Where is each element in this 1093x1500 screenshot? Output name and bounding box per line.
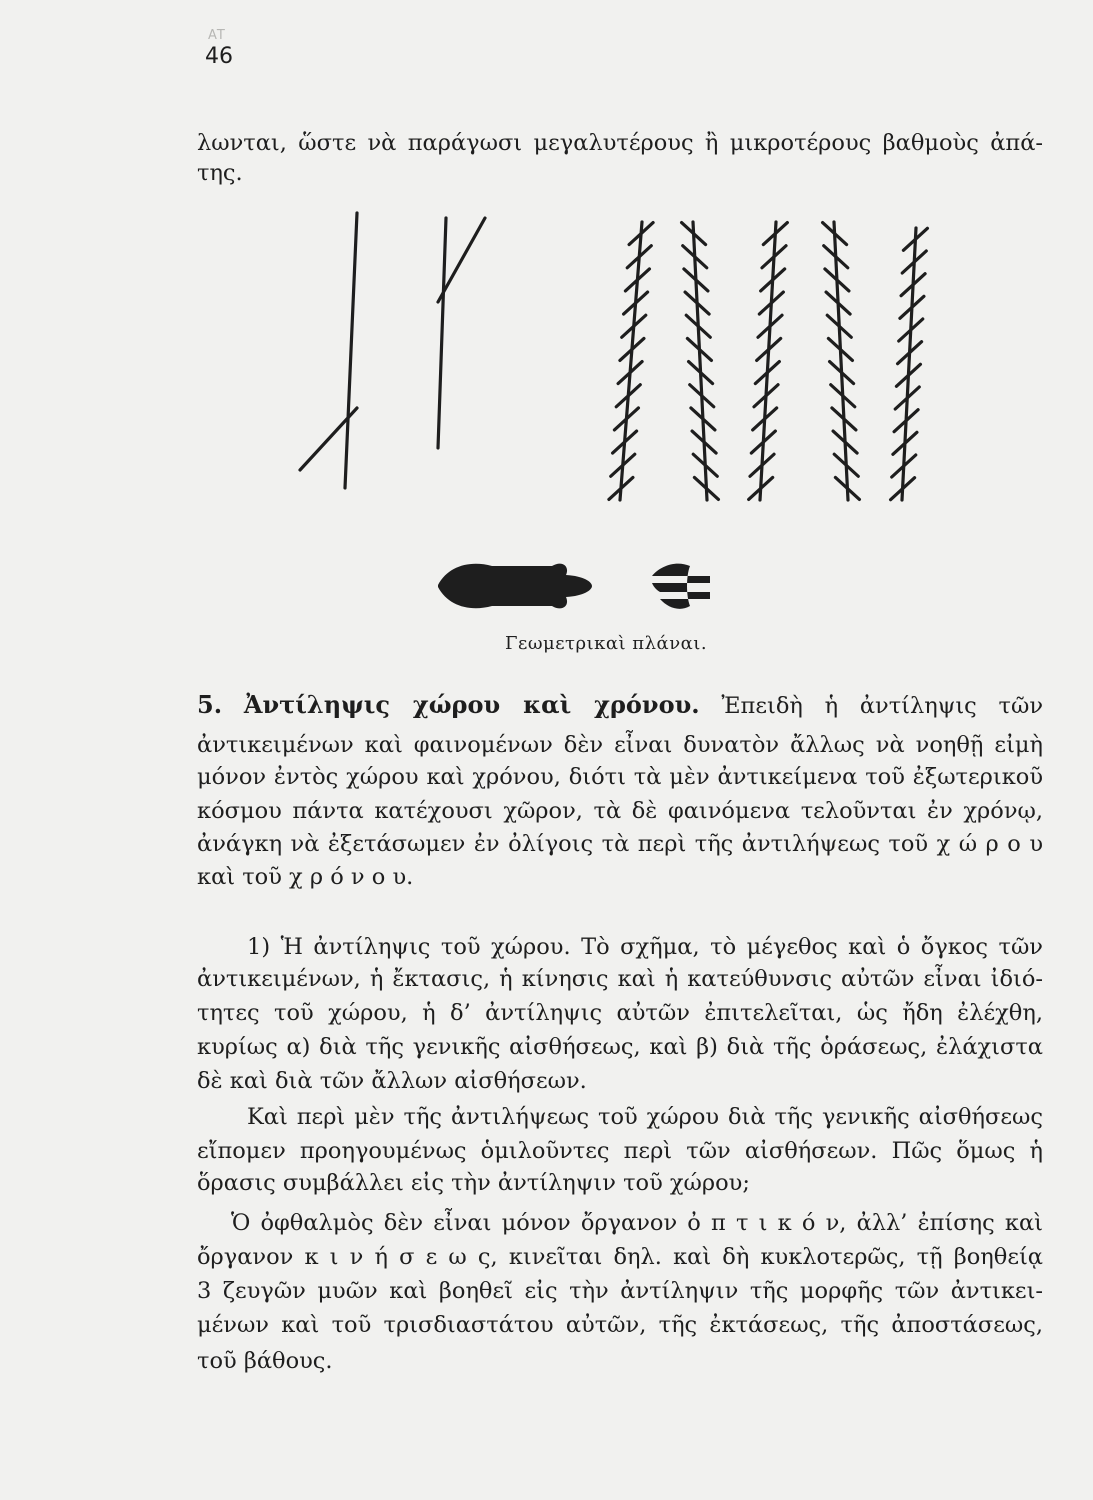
figure-caption: Γεωμετρικαὶ πλάναι. <box>505 633 708 654</box>
body-line: κυρίως α) διὰ τῆς γενικῆς αἰσθήσεως, καὶ β) διὰ τῆς ὁράσεως, ἐλάχιστα <box>197 1034 1043 1060</box>
section-title: Ἀντίληψις χώρου καὶ χρόνου. <box>243 690 700 719</box>
body-line: καὶ τοῦ χ ρ ό ν ο υ. <box>197 864 414 890</box>
body-line: εἴπομεν προηγουμένως ὁμιλοῦντες περὶ τῶν αἰσθήσεων. Πῶς ὅμως ἡ <box>197 1138 1043 1164</box>
page-number: 46 <box>205 44 233 69</box>
section-line-rest: Ἐπειδὴ ἡ ἀντίληψις τῶν <box>721 693 1044 719</box>
body-line: Ὁ ὀφθαλμὸς δὲν εἶναι μόνον ὄργανον ὀ π τ ι κ ό ν, ἀλλ’ ἐπίσης καὶ <box>231 1210 1043 1236</box>
arrow-shape-double <box>438 564 592 609</box>
body-line: Καὶ περὶ μὲν τῆς ἀντιλήψεως τοῦ χώρου διὰ τῆς γενικῆς αἰσθήσεως <box>247 1104 1043 1130</box>
section-heading-line <box>197 690 1043 721</box>
body-line: ἀνάγκη νὰ ἐξετάσωμεν ἐν ὀλίγοις τὰ περὶ τῆς ἀντιλήψεως τοῦ χ ώ ρ ο υ <box>197 831 1043 857</box>
body-line: της. <box>197 160 243 186</box>
body-line: ὄργανον κ ι ν ή σ ε ω ς, κινεῖται δηλ. καὶ δὴ κυκλοτερῶς, τῇ βοηθείᾳ <box>197 1244 1043 1270</box>
vertical-line <box>345 213 357 488</box>
geometric-illusions-figure <box>0 0 1093 640</box>
body-line: κόσμου πάντα κατέχουσι χῶρον, τὰ δὲ φαινόμενα τελοῦνται ἐν χρόνῳ, <box>197 798 1043 824</box>
body-line: 3 ζευγῶν μυῶν καὶ βοηθεῖ εἰς τὴν ἀντίληψιν τῆς μορφῆς τῶν ἀντικει- <box>197 1278 1043 1304</box>
arrow-shape-single <box>652 564 710 609</box>
subsection-heading-line: 1) Ἡ ἀντίληψις τοῦ χώρου. Τὸ σχῆμα, τὸ μέγεθος καὶ ὁ ὄγκος τῶν <box>247 934 1043 960</box>
section-number: 5. <box>197 690 223 719</box>
faint-page-mark: ΑΤ <box>208 28 225 43</box>
body-line: ὅρασις συμβάλλει εἰς τὴν ἀντίληψιν τοῦ χώρου; <box>197 1170 750 1196</box>
body-line: λωνται, ὥστε νὰ παράγωσι μεγαλυτέρους ἢ μικροτέρους βαθμοὺς ἀπά- <box>197 130 1043 156</box>
body-line: δὲ καὶ διὰ τῶν ἄλλων αἰσθήσεων. <box>197 1068 587 1094</box>
body-line: ἀντικειμένων, ἡ ἔκτασις, ἡ κίνησις καὶ ἡ κατεύθυνσις αὐτῶν εἶναι ἰδιό- <box>197 966 1043 992</box>
body-line: μόνον ἐντὸς χώρου καὶ χρόνου, διότι τὰ μὲν ἀντικείμενα τοῦ ἐξωτερικοῦ <box>197 764 1043 790</box>
body-line: τητες τοῦ χώρου, ἡ δ’ ἀντίληψις αὐτῶν ἐπιτελεῖται, ὡς ἤδη ἐλέχθη, <box>197 1000 1043 1026</box>
body-line: ἀντικειμένων καὶ φαινομένων δὲν εἶναι δυνατὸν ἄλλως νὰ νοηθῇ εἰμὴ <box>197 732 1043 758</box>
vertical-line <box>438 218 446 448</box>
body-line: μένων καὶ τοῦ τρισδιαστάτου αὐτῶν, τῆς ἐκτάσεως, τῆς ἀποστάσεως, <box>197 1312 1043 1338</box>
body-line: τοῦ βάθους. <box>197 1348 333 1374</box>
